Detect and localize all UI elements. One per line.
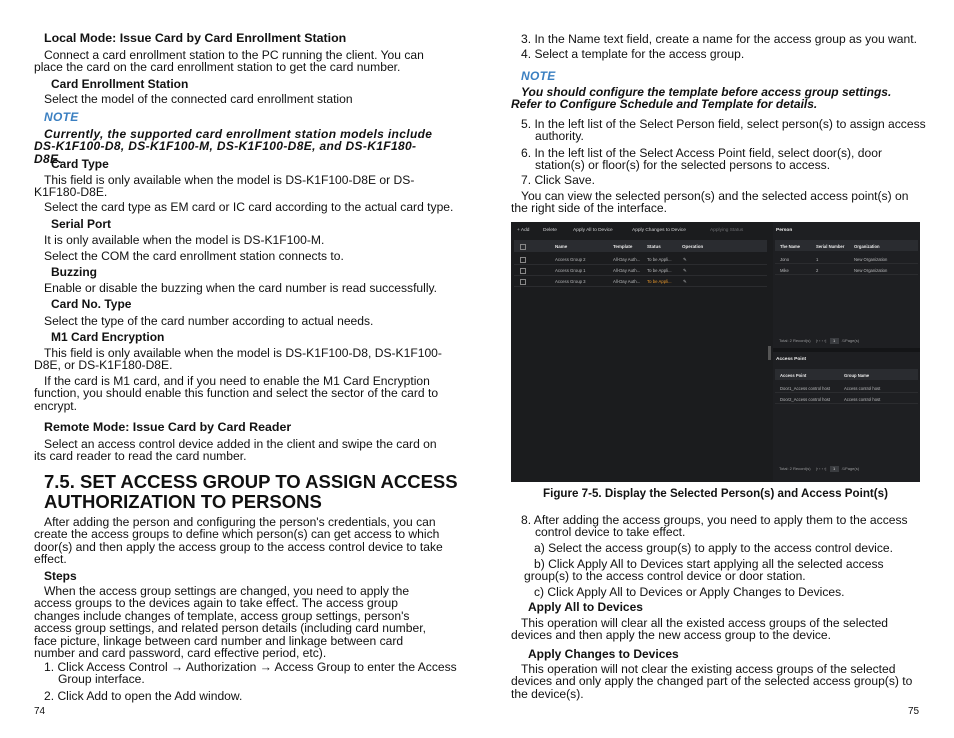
heading-card-enrollment-station: Card Enrollment Station	[51, 77, 189, 91]
access-point-table-header	[775, 369, 918, 380]
person-pager	[779, 338, 859, 344]
access-point-pager-total: Total: 2 Record(s)	[779, 466, 811, 472]
heading-apply-changes: Apply Changes to Devices	[528, 647, 679, 661]
step-4: 4. Select a template for the access group.	[521, 47, 745, 61]
heading-card-no-type: Card No. Type	[51, 297, 132, 311]
access-point-pager-input[interactable]: 1	[830, 466, 839, 472]
row-template: All-Day Auth...	[613, 256, 641, 262]
paragraph-card-no-type: Select the type of the card number according to actual needs.	[44, 314, 374, 328]
column-group-name[interactable]: Group Name	[844, 372, 870, 378]
person-title: Person	[776, 228, 793, 233]
heading-serial-port: Serial Port	[51, 217, 112, 231]
person-serial: 2	[816, 267, 819, 273]
paragraph-serial-port-2: Select the COM the card enrollment station connects to.	[44, 249, 344, 263]
step-1: 1. Click Access Control → Authorization → Access Group to enter the Access Group interface.	[44, 660, 457, 687]
step-8c: c) Click Apply All to Devices or Apply Changes to Devices.	[534, 585, 845, 599]
column-template[interactable]: Template	[613, 243, 633, 249]
delete-button[interactable]: Delete	[543, 228, 557, 233]
person-pager-total: Total: 2 Record(s)	[779, 338, 811, 344]
splitter-handle[interactable]	[768, 346, 771, 360]
access-point-name: Door1_Access control host	[780, 385, 831, 391]
edit-icon[interactable]: ✎	[683, 267, 687, 273]
pager-arrows-icon[interactable]: |‹ ‹ › ›|	[815, 466, 827, 472]
row-template: All-Day Auth...	[613, 267, 641, 273]
row-checkbox[interactable]	[520, 268, 526, 274]
person-name: Mike	[780, 267, 789, 273]
paragraph-apply-changes: This operation will not clear the existing access groups of the selected devices and only apply the changed part of the selected access group(s) to the device(s).	[511, 662, 913, 701]
step-6: 6. In the left list of the Select Access Point field, select door(s), door station(s) or floor(s) for the selected persons to access.	[521, 146, 882, 173]
step-2: 2. Click Add to open the Add window.	[44, 689, 243, 703]
paragraph-steps: When the access group settings are changed, you need to apply the access groups to the devices again to take effect. The access group changes include changes of template, access group settings, person's access group settings, and related person details (including card number, face picture, linkage between card number and linkage between card number and card password, card effective period, etc).	[34, 584, 426, 661]
note-label-1: NOTE	[44, 110, 79, 124]
row-status: To be Appli...	[647, 278, 672, 284]
paragraph-m1-1: This field is only available when the model is DS-K1F100-D8, DS-K1F100-D8E, or DS-K1F180-D8E.	[34, 346, 442, 373]
heading-m1-card-encryption: M1 Card Encryption	[51, 330, 165, 344]
row-name: Access Group 2	[555, 256, 586, 262]
paragraph-local-mode: Connect a card enrollment station to the PC running the client. You can place the card on the card enrollment station to get the card number.	[34, 48, 424, 75]
figure-screenshot	[511, 222, 920, 482]
heading-apply-all: Apply All to Devices	[528, 600, 643, 614]
applying-status-button[interactable]: Applying Status	[710, 228, 744, 233]
row-name: Access Group 3	[555, 278, 586, 284]
apply-all-button[interactable]: Apply All to Device	[573, 228, 613, 233]
access-point-row[interactable]	[775, 382, 918, 393]
edit-icon[interactable]: ✎	[683, 278, 687, 284]
heading-local-mode: Local Mode: Issue Card by Card Enrollment Station	[44, 31, 347, 45]
person-name: Jono	[780, 256, 790, 262]
table-row[interactable]	[514, 275, 767, 287]
paragraph-card-enrollment-station: Select the model of the connected card enrollment station	[44, 92, 353, 106]
row-status: To be Appli...	[647, 267, 672, 273]
row-checkbox[interactable]	[520, 279, 526, 285]
note-text-2: You should configure the template before access group settings. Refer to Configure Schedule and Template for details.	[511, 85, 892, 112]
row-template: All-Day Auth...	[613, 278, 641, 284]
access-point-group: Access control host	[844, 385, 881, 391]
section-title-line-2: AUTHORIZATION TO PERSONS	[44, 491, 322, 512]
person-org: New Organization	[854, 267, 888, 273]
paragraph-view: You can view the selected person(s) and the selected access point(s) on the right side of the interface.	[511, 189, 909, 216]
note-text-1: Currently, the supported card enrollment station models include DS-K1F100-D8, DS-K1F100-M, DS-K1F100-D8E, and DS-K1F180-D8E.	[34, 127, 433, 166]
row-checkbox[interactable]	[520, 257, 526, 263]
access-point-name: Door2_Access control host	[780, 396, 831, 402]
access-point-row[interactable]	[775, 393, 918, 404]
column-access-point[interactable]: Access Point	[780, 372, 807, 378]
column-the-name[interactable]: The Name	[780, 243, 801, 249]
column-serial-number[interactable]: Serial Number	[816, 243, 845, 249]
person-pager-pages: /1Page(s)	[841, 338, 860, 344]
step-5: 5. In the left list of the Select Person field, select person(s) to assign access authority.	[521, 117, 926, 144]
step-8b: b) Click Apply All to Devices start applying all the selected access group(s) to the access control device or door station.	[524, 557, 884, 584]
heading-buzzing: Buzzing	[51, 265, 97, 279]
step-3: 3. In the Name text field, create a name for the access group as you want.	[521, 32, 917, 46]
paragraph-intro: After adding the person and configuring the person's credentials, you can create the access groups to define which person(s) can get access to which door(s) and then apply the access group to the access control device to take effect.	[34, 515, 443, 567]
column-operation[interactable]: Operation	[682, 243, 704, 249]
page-number-left: 74	[34, 706, 46, 717]
heading-card-type: Card Type	[51, 157, 109, 171]
column-status[interactable]: Status	[647, 243, 661, 249]
person-row[interactable]	[775, 253, 918, 264]
access-group-panel	[511, 222, 767, 482]
paragraph-remote-mode: Select an access control device added in the client and swipe the card on its card reader to read the card number.	[34, 437, 437, 464]
column-organization[interactable]: Organization	[854, 243, 880, 249]
access-point-group: Access control host	[844, 396, 881, 402]
step-8: 8. After adding the access groups, you need to apply them to the access control device to take effect.	[521, 513, 908, 540]
paragraph-buzzing: Enable or disable the buzzing when the card number is read successfully.	[44, 281, 438, 295]
toolbar	[511, 222, 767, 240]
edit-icon[interactable]: ✎	[683, 256, 687, 262]
paragraph-serial-port-1: It is only available when the model is DS-K1F100-M.	[44, 233, 325, 247]
row-name: Access Group 1	[555, 267, 586, 273]
detail-panel	[773, 222, 920, 482]
step-7: 7. Click Save.	[521, 173, 595, 187]
heading-steps: Steps	[44, 569, 77, 583]
heading-remote-mode: Remote Mode: Issue Card by Card Reader	[44, 420, 292, 434]
page-number-right: 75	[908, 706, 920, 717]
apply-changes-button[interactable]: Apply Changes to Device	[632, 228, 686, 233]
column-name[interactable]: Name	[555, 243, 568, 249]
paragraph-m1-2: If the card is M1 card, and if you need to enable the M1 Card Encryption function, you should enable this function and select the sector of the card to encrypt.	[34, 374, 439, 413]
person-org: New Organization	[854, 256, 888, 262]
access-point-pager-pages: /1Page(s)	[841, 466, 860, 472]
row-status: To be Appli...	[647, 256, 672, 262]
access-point-pager	[779, 466, 859, 472]
pager-arrows-icon[interactable]: |‹ ‹ › ›|	[815, 338, 827, 344]
person-pager-input[interactable]: 1	[830, 338, 839, 344]
add-button[interactable]: + Add	[517, 228, 530, 233]
table-header	[514, 240, 767, 252]
divider	[773, 348, 920, 352]
figure-caption: Figure 7-5. Display the Selected Person(s) and Access Point(s)	[543, 487, 888, 500]
step-8a: a) Select the access group(s) to apply to the access control device.	[534, 541, 893, 555]
person-serial: 1	[816, 256, 819, 262]
paragraph-apply-all: This operation will clear all the existed access groups of the selected devices and then apply the new access group to the device.	[511, 616, 889, 643]
person-row[interactable]	[775, 264, 918, 275]
note-label-2: NOTE	[521, 69, 556, 83]
section-title-line-1: 7.5. SET ACCESS GROUP TO ASSIGN ACCESS	[44, 471, 458, 492]
select-all-checkbox[interactable]	[520, 244, 526, 250]
person-table-header	[775, 240, 918, 251]
access-point-title: Access Point	[776, 357, 807, 362]
paragraph-card-type-1: This field is only available when the model is DS-K1F100-D8E or DS-K1F180-D8E.	[34, 173, 415, 200]
paragraph-card-type-2: Select the card type as EM card or IC card according to the actual card type.	[44, 200, 454, 214]
